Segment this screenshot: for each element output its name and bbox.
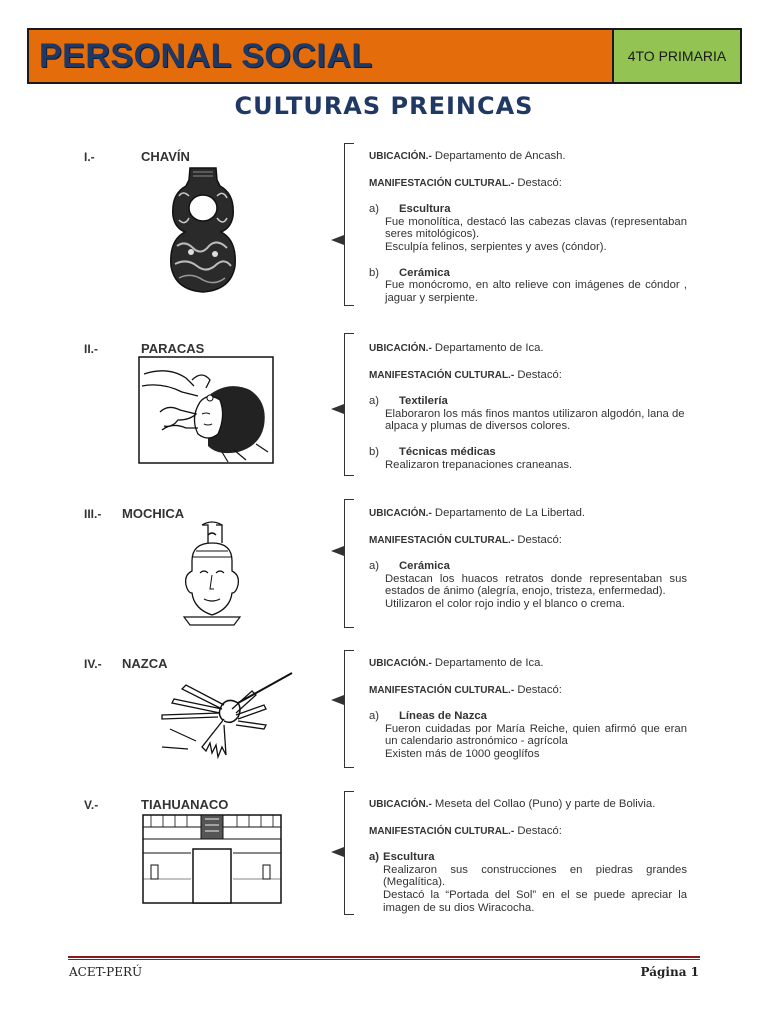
- item-line: Destacó la “Portada del Sol” en el se puede apreciar la imagen de su dios Wiracocha.: [383, 888, 687, 914]
- mochica-huaco-image: [178, 521, 246, 627]
- bracket: [344, 143, 354, 306]
- item-line: Elaboraron los más finos mantos utilizaron algodón, lana de alpaca y plumas de diversos colores.: [385, 407, 685, 433]
- item-title: Cerámica: [399, 560, 450, 573]
- item-line: Fue monolítica, destacó las cabezas clavas (representaban seres mitológicos).: [385, 215, 687, 241]
- item-letter: b): [369, 445, 380, 458]
- item-title: Escultura: [383, 851, 435, 864]
- pointer-arrow: [331, 235, 344, 245]
- manifest-value: Destacó:: [517, 368, 562, 381]
- location-value: Meseta del Collao (Puno) y parte de Bolivia.: [434, 798, 656, 810]
- culture-name: PARACAS: [141, 341, 205, 356]
- item-line: Existen más de 1000 geoglífos: [385, 747, 540, 760]
- manifest-label: MANIFESTACIÓN CULTURAL.-: [369, 684, 515, 696]
- location-label: UBICACIÓN.-: [369, 799, 432, 810]
- item-line: Fueron cuidadas por María Reiche, quien afirmó que eran un calendario astronómico - agrícola: [385, 722, 687, 748]
- footer-publisher: ACET-PERÚ: [69, 965, 143, 979]
- item-letter: b): [369, 266, 380, 279]
- culture-info: [369, 657, 687, 761]
- item-letter: a): [369, 203, 380, 216]
- location-label: UBICACIÓN.-: [369, 151, 432, 162]
- location-value: Departamento de La Libertad.: [434, 507, 586, 519]
- pointer-arrow: [331, 546, 344, 556]
- culture-info: [369, 798, 687, 914]
- header-banner: [27, 28, 742, 84]
- item-letter: a): [369, 710, 380, 723]
- footer-page-number: Página 1: [640, 965, 699, 979]
- location-value: Departamento de Ica.: [434, 657, 544, 669]
- item-line: Realizaron trepanaciones craneanas.: [385, 458, 573, 471]
- item-line: Esculpía felinos, serpientes y aves (cóndor).: [385, 240, 607, 253]
- grade-label: 4TO PRIMARIA: [627, 48, 727, 64]
- item-title: Escultura: [399, 203, 451, 216]
- manifest-label: MANIFESTACIÓN CULTURAL.-: [369, 825, 515, 837]
- bracket: [344, 499, 354, 628]
- culture-name: NAZCA: [122, 656, 168, 671]
- culture-name: MOCHICA: [122, 506, 185, 521]
- nazca-geoglyph-image: [142, 669, 302, 769]
- chavin-vessel-image: [165, 166, 241, 294]
- pointer-arrow: [331, 695, 344, 705]
- subject-title: PERSONAL SOCIAL: [39, 36, 373, 75]
- culture-info: [369, 342, 687, 471]
- footer-divider-thin: [68, 959, 700, 960]
- item-line: Fue monócromo, en alto relieve con imágenes de cóndor , jaguar y serpiente.: [385, 279, 687, 304]
- bracket: [344, 791, 354, 915]
- culture-info: [369, 507, 687, 611]
- page-title: CULTURAS PREINCAS: [234, 92, 534, 120]
- bracket: [344, 333, 354, 476]
- subject-cell: [29, 30, 614, 82]
- item-line: Destacan los huacos retratos donde representaban sus estados de ánimo (alegría, enojo, tristeza, enfermedad).: [385, 572, 687, 598]
- culture-info: [369, 150, 687, 304]
- manifest-label: MANIFESTACIÓN CULTURAL.-: [369, 534, 515, 546]
- section-number: II.-: [84, 342, 98, 356]
- item-line: Utilizaron el color rojo indio y el blanco o crema.: [385, 597, 625, 610]
- item-title: Técnicas médicas: [399, 445, 496, 458]
- item-letter: a): [369, 395, 380, 408]
- location-value: Departamento de Ica.: [434, 342, 544, 354]
- item-line: Realizaron sus construcciones en piedras grandes (Megalítica).: [383, 863, 687, 889]
- bracket: [344, 650, 354, 768]
- item-letter: a): [369, 560, 380, 573]
- culture-name: CHAVÍN: [141, 149, 190, 164]
- pointer-arrow: [331, 847, 344, 857]
- location-value: Departamento de Ancash.: [434, 150, 566, 162]
- manifest-value: Destacó:: [517, 533, 562, 546]
- item-title: Cerámica: [399, 266, 450, 279]
- location-label: UBICACIÓN.-: [369, 508, 432, 519]
- item-letter: a): [369, 851, 380, 864]
- section-number: III.-: [84, 507, 102, 521]
- footer-divider: [68, 956, 700, 958]
- grade-cell: [614, 30, 740, 82]
- manifest-value: Destacó:: [517, 176, 562, 189]
- item-title: Líneas de Nazca: [399, 710, 487, 723]
- manifest-label: MANIFESTACIÓN CULTURAL.-: [369, 369, 515, 381]
- section-number: IV.-: [84, 657, 102, 671]
- manifest-value: Destacó:: [517, 683, 562, 696]
- paracas-trepanation-image: [138, 356, 274, 464]
- manifest-value: Destacó:: [517, 824, 562, 837]
- culture-name: TIAHUANACO: [141, 797, 229, 812]
- section-number: I.-: [84, 150, 95, 164]
- pointer-arrow: [331, 404, 344, 414]
- item-title: Textilería: [399, 395, 448, 408]
- location-label: UBICACIÓN.-: [369, 343, 432, 354]
- manifest-label: MANIFESTACIÓN CULTURAL.-: [369, 177, 515, 189]
- tiahuanaco-gate-image: [141, 813, 283, 905]
- location-label: UBICACIÓN.-: [369, 658, 432, 669]
- section-number: V.-: [84, 798, 99, 812]
